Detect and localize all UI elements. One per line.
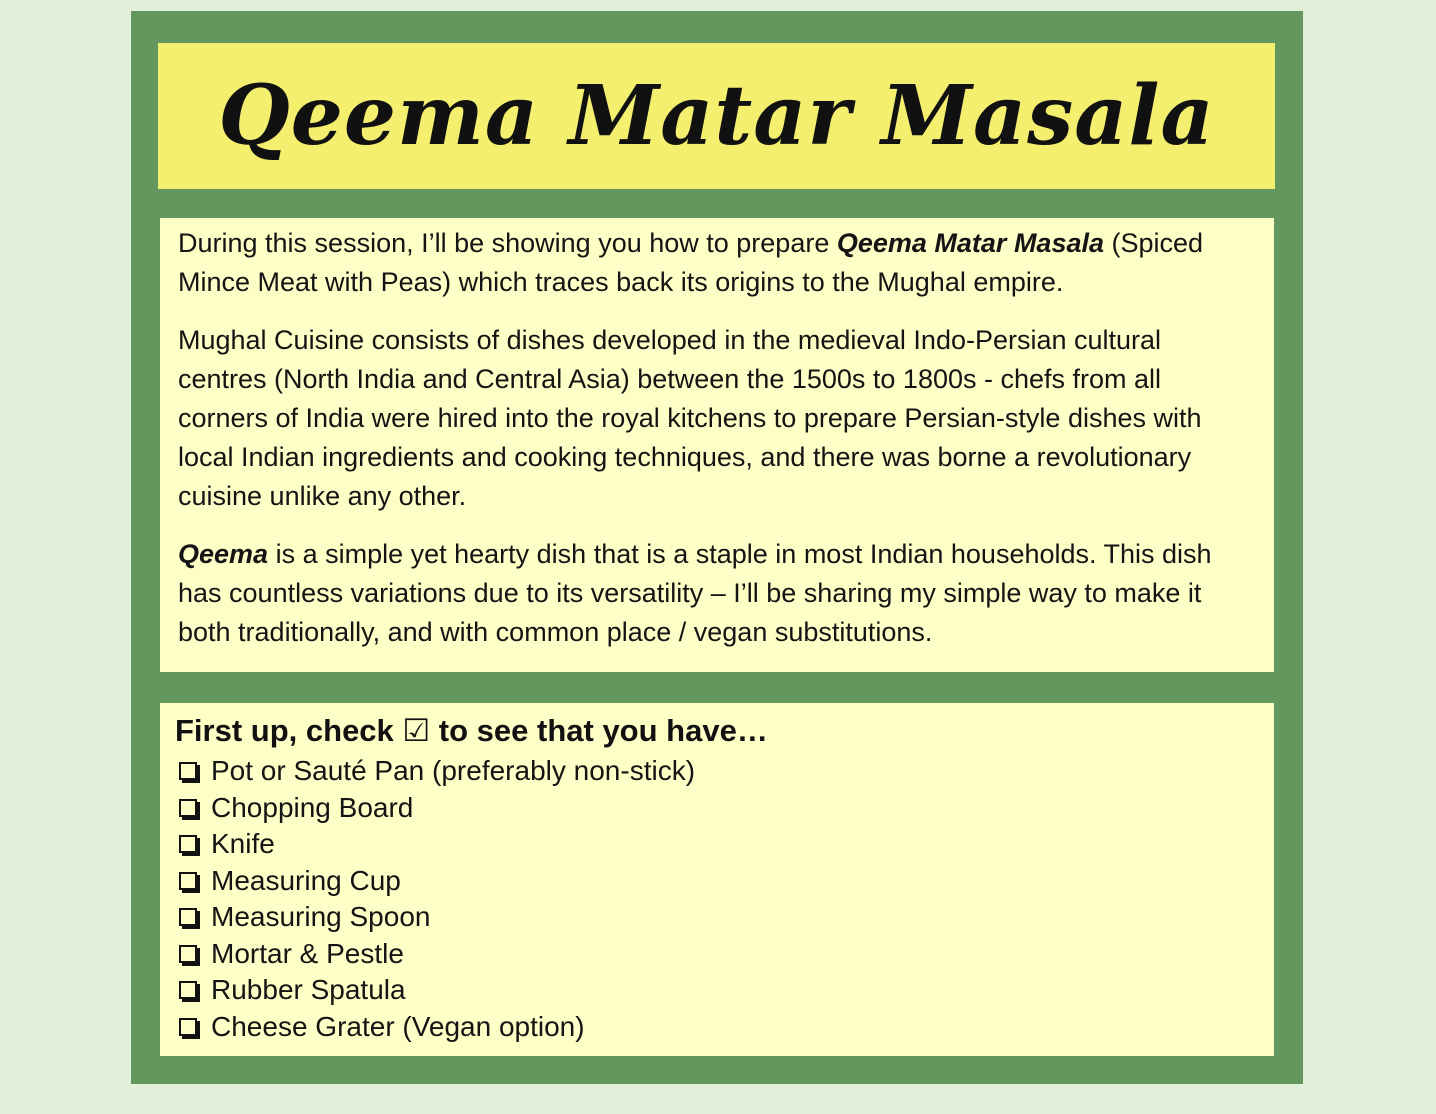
intro-panel bbox=[160, 218, 1274, 672]
equipment-checklist bbox=[175, 753, 1259, 1045]
checkbox-icon[interactable] bbox=[179, 835, 197, 853]
checklist-item bbox=[175, 899, 1259, 936]
checklist-item bbox=[175, 1009, 1259, 1046]
intro-paragraph-1 bbox=[178, 224, 1256, 302]
checkbox-icon[interactable] bbox=[179, 945, 197, 963]
checkbox-icon[interactable] bbox=[179, 908, 197, 926]
checklist-item-label: Cheese Grater (Vegan option) bbox=[211, 1010, 585, 1042]
dish-name-emphasis: Qeema Matar Masala bbox=[836, 228, 1104, 258]
checklist-item-label: Chopping Board bbox=[211, 791, 414, 823]
checklist-item-label: Knife bbox=[211, 828, 275, 859]
equipment-checklist-panel bbox=[160, 703, 1274, 1056]
checklist-item bbox=[175, 790, 1259, 827]
checklist-item-label: Measuring Cup bbox=[211, 864, 401, 896]
checklist-item-label: Pot or Sauté Pan (preferably non-stick) bbox=[211, 755, 696, 786]
intro-p3-text-after: is a simple yet hearty dish that is a staple in most Indian households. This dish has countless variations due to its versatility – I’ll be sharing my simple way to make it both traditionally, and with common place / vegan substitutions. bbox=[178, 539, 1212, 647]
qeema-emphasis: Qeema bbox=[178, 539, 269, 569]
checklist-item bbox=[175, 753, 1259, 790]
checkbox-icon[interactable] bbox=[179, 762, 197, 780]
checklist-item-label: Mortar & Pestle bbox=[211, 937, 404, 969]
checklist-item bbox=[175, 936, 1259, 973]
intro-paragraph-3 bbox=[178, 535, 1256, 652]
intro-p1-text-after: (Spiced Mince Meat with Peas) which traces back its origins to the Mughal empire. bbox=[178, 228, 1204, 297]
intro-paragraph-2: Mughal Cuisine consists of dishes developed in the medieval Indo-Persian cultural centres (North India and Central Asia) between the 1500s to 1800s - chefs from all corners of India were hired into the royal kitchens to prepare Persian-style dishes with local Indian ingredients and cooking techniques, and there was borne a revolutionary cuisine unlike any other. bbox=[178, 325, 1202, 511]
checkbox-icon[interactable] bbox=[179, 981, 197, 999]
checkbox-icon[interactable] bbox=[179, 1018, 197, 1036]
recipe-title: Qeema Matar Masala bbox=[218, 68, 1215, 164]
checklist-item bbox=[175, 972, 1259, 1009]
title-banner bbox=[158, 43, 1275, 189]
checkbox-icon[interactable] bbox=[179, 872, 197, 890]
intro-p1-text-before: During this session, I’ll be showing you how to prepare bbox=[178, 228, 837, 258]
checklist-item bbox=[175, 863, 1259, 900]
checklist-item bbox=[175, 826, 1259, 863]
checklist-heading: First up, check ☑ to see that you have… bbox=[175, 713, 768, 748]
checkbox-icon[interactable] bbox=[179, 799, 197, 817]
checklist-item-label: Measuring Spoon bbox=[211, 901, 431, 932]
checklist-item-label: Rubber Spatula bbox=[211, 974, 406, 1005]
